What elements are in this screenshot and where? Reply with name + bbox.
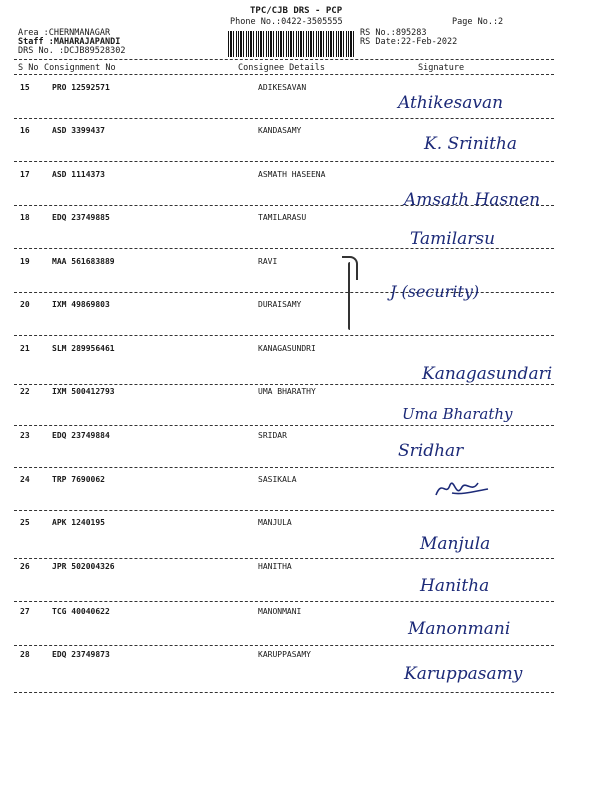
row-divider: [14, 335, 554, 336]
row-divider: [14, 510, 554, 511]
row-sno: 22: [20, 387, 30, 396]
row-consignee: MANJULA: [258, 518, 292, 527]
row-signature: Sridhar: [398, 441, 464, 461]
row-divider: [14, 601, 554, 602]
table-row: [14, 298, 554, 340]
table-row: [14, 342, 554, 384]
table-row: [14, 168, 554, 210]
rs-number: RS No.:895283: [360, 28, 427, 38]
table-row: [14, 385, 554, 427]
row-divider: [14, 118, 554, 119]
row-consignee: ASMATH HASEENA: [258, 170, 326, 179]
row-consignee: KARUPPASAMY: [258, 650, 311, 659]
row-consignee: ADIKESAVAN: [258, 83, 307, 92]
row-sno: 17: [20, 170, 30, 179]
header-rule-top: [14, 59, 554, 60]
col-sno: S No: [18, 63, 39, 73]
row-sno: 27: [20, 607, 30, 616]
row-consignee: SRIDAR: [258, 431, 287, 440]
row-consignment: EDQ 23749884: [52, 431, 110, 440]
table-row: [14, 605, 554, 647]
col-consignee: Consignee Details: [238, 63, 325, 73]
area-label: Area :CHERNMANAGAR: [18, 28, 111, 38]
row-consignee: KANDASAMY: [258, 126, 302, 135]
document-title: TPC/CJB DRS - PCP: [250, 6, 343, 16]
table-row: [14, 211, 554, 253]
row-divider: [14, 645, 554, 646]
row-sno: 28: [20, 650, 30, 659]
row-sno: 20: [20, 300, 30, 309]
table-row: [14, 429, 554, 471]
row-signature: Hanitha: [420, 576, 490, 596]
row-sno: 21: [20, 344, 30, 353]
header-rule-bottom: [14, 74, 554, 75]
row-consignee: RAVI: [258, 257, 278, 266]
row-consignment: TCG 40040622: [52, 607, 110, 616]
shared-signature-bracket: [348, 262, 368, 330]
row-divider: [14, 692, 554, 693]
row-sno: 19: [20, 257, 30, 266]
table-row: [14, 124, 554, 166]
row-consignee: DURAISAMY: [258, 300, 302, 309]
row-consignment: PRO 12592571: [52, 83, 110, 92]
table-row: [14, 648, 554, 690]
row-signature: Amsath Hasnen: [404, 190, 541, 210]
row-signature: K. Srinitha: [424, 134, 518, 154]
row-consignment: IXM 49869803: [52, 300, 110, 309]
phone-number: Phone No.:0422-3505555: [230, 17, 343, 27]
row-consignee: KANAGASUNDRI: [258, 344, 316, 353]
row-signature: Athikesavan: [398, 93, 504, 113]
row-consignee: SASIKALA: [258, 475, 297, 484]
row-signature: Uma Bharathy: [402, 405, 513, 423]
row-consignment: ASD 3399437: [52, 126, 105, 135]
row-consignment: MAA 561683889: [52, 257, 115, 266]
row-consignment: EDQ 23749873: [52, 650, 110, 659]
staff-label: Staff :MAHARAJAPANDI: [18, 37, 121, 47]
row-divider: [14, 425, 554, 426]
row-consignment: ASD 1114373: [52, 170, 105, 179]
col-signature: Signature: [418, 63, 465, 73]
row-divider: [14, 467, 554, 468]
row-signature: Tamilarsu: [410, 229, 496, 249]
rs-date: RS Date:22-Feb-2022: [360, 37, 458, 47]
row-divider: [14, 161, 554, 162]
barcode: [228, 31, 354, 57]
col-consignment: Consignment No: [44, 63, 116, 73]
row-consignee: UMA BHARATHY: [258, 387, 316, 396]
row-divider: [14, 558, 554, 559]
row-consignment: APK 1240195: [52, 518, 105, 527]
signature-scribble: [432, 475, 492, 501]
row-sno: 25: [20, 518, 30, 527]
table-row: [14, 473, 554, 515]
row-signature: Kanagasundari: [422, 364, 553, 384]
row-sno: 24: [20, 475, 30, 484]
row-signature: Manonmani: [408, 619, 511, 639]
table-row: [14, 81, 554, 123]
row-consignee: HANITHA: [258, 562, 292, 571]
row-sno: 16: [20, 126, 30, 135]
shared-signature: J (security): [390, 282, 480, 301]
row-consignee: MANONMANI: [258, 607, 302, 616]
row-divider: [14, 248, 554, 249]
row-signature: Manjula: [420, 534, 491, 554]
row-sno: 26: [20, 562, 30, 571]
table-row: [14, 560, 554, 602]
row-sno: 23: [20, 431, 30, 440]
table-row: [14, 516, 554, 558]
row-consignee: TAMILARASU: [258, 213, 307, 222]
row-signature: Karuppasamy: [404, 664, 523, 684]
row-consignment: TRP 7690062: [52, 475, 105, 484]
drs-number: DRS No. :DCJB89528302: [18, 46, 126, 56]
row-consignment: SLM 289956461: [52, 344, 115, 353]
row-consignment: JPR 502004326: [52, 562, 115, 571]
row-sno: 15: [20, 83, 30, 92]
page-number: Page No.:2: [452, 17, 504, 27]
row-consignment: EDQ 23749885: [52, 213, 110, 222]
row-consignment: IXM 500412793: [52, 387, 115, 396]
row-divider: [14, 205, 554, 206]
row-sno: 18: [20, 213, 30, 222]
